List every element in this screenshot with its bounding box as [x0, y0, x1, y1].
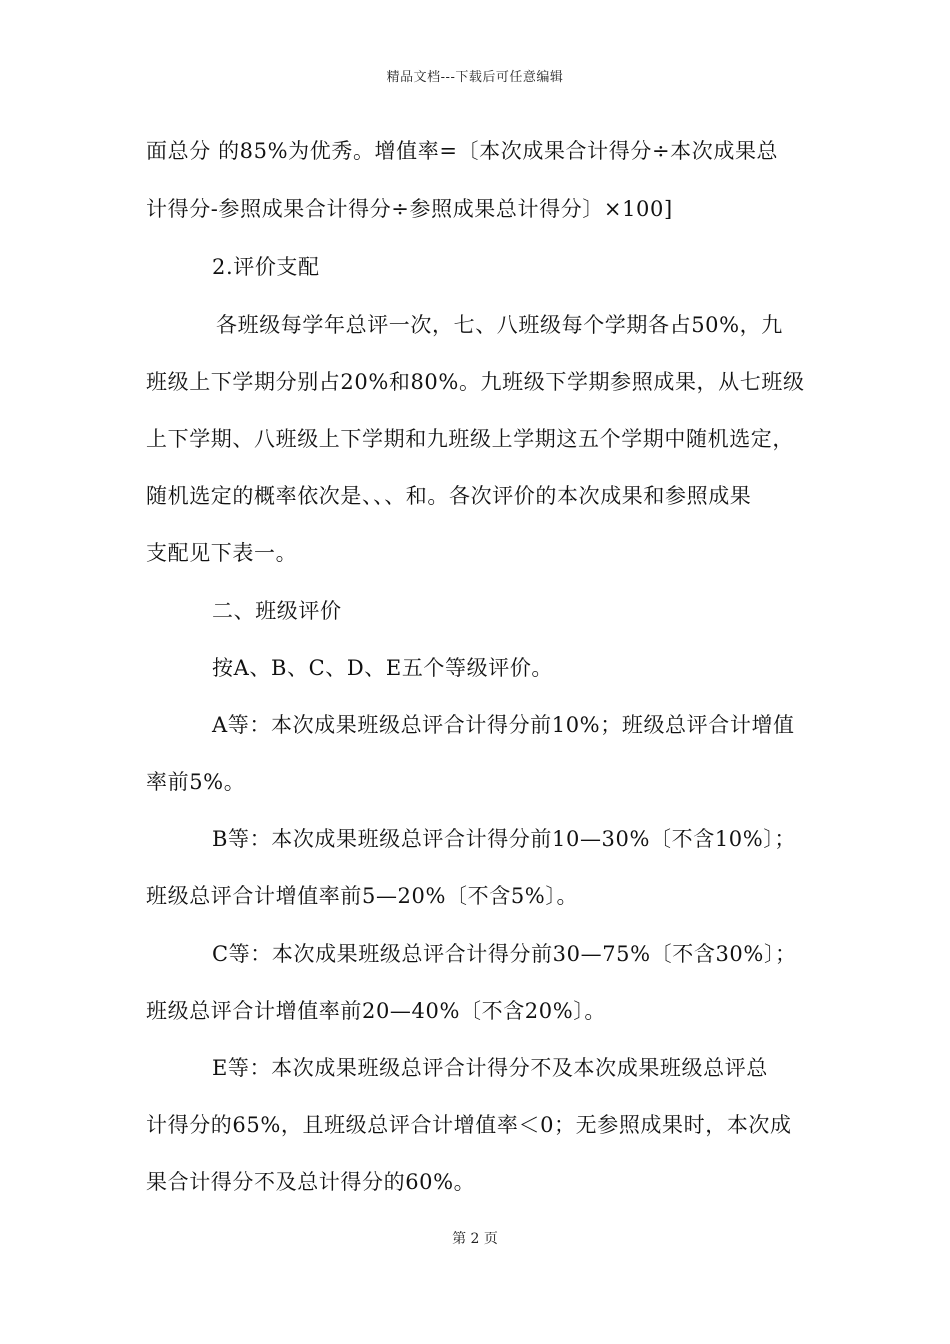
- grade-e-line: E等：本次成果班级总评合计得分不及本次成果班级总评总: [212, 1056, 768, 1080]
- page-number: 第 2 页: [452, 1231, 498, 1247]
- body-line: 支配见下表一。: [146, 541, 298, 565]
- body-line: 班级总评合计增值率前5—20%〔不含5%〕。: [146, 884, 579, 908]
- grade-a-line: A等：本次成果班级总评合计得分前10%；班级总评合计增值: [212, 713, 795, 737]
- grade-c-line: C等：本次成果班级总评合计得分前30—75%〔不含30%〕；: [212, 942, 797, 966]
- body-line: 班级上下学期分别占20%和80%。九班级下学期参照成果，从七班级: [146, 370, 805, 394]
- body-line: 上下学期、八班级上下学期和九班级上学期这五个学期中随机选定，: [146, 427, 794, 451]
- body-line: 率前5%。: [146, 770, 246, 794]
- body-line: 随机选定的概率依次是、、、和。各次评价的本次成果和参照成果: [146, 484, 752, 508]
- body-line: 按A、B、C、D、E五个等级评价。: [212, 656, 554, 680]
- section-heading: 2.评价支配: [212, 255, 320, 279]
- section-heading: 二、班级评价: [212, 599, 342, 623]
- grade-b-line: B等：本次成果班级总评合计得分前10—30%〔不含10%〕；: [212, 827, 797, 851]
- page-header: 精品文档---下载后可任意编辑: [386, 70, 564, 85]
- body-line: 面总分 的85%为优秀。增值率=〔本次成果合计得分÷本次成果总: [146, 139, 779, 163]
- body-line: 各班级每学年总评一次，七、八班级每个学期各占50%，九: [216, 313, 783, 337]
- body-line: 计得分-参照成果合计得分÷参照成果总计得分〕×100]: [146, 197, 673, 221]
- body-line: 果合计得分不及总计得分的60%。: [146, 1170, 476, 1194]
- body-line: 计得分的65%，且班级总评合计增值率＜0；无参照成果时，本次成: [146, 1113, 792, 1137]
- body-line: 班级总评合计增值率前20—40%〔不含20%〕。: [146, 999, 606, 1023]
